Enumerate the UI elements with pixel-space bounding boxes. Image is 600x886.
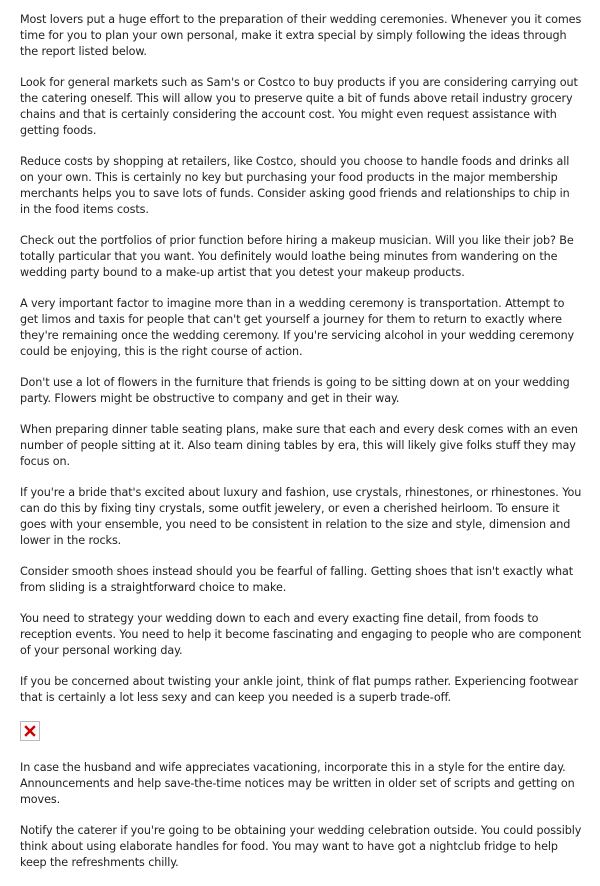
paragraph: When preparing dinner table seating plans, make sure that each and every desk comes with an even number of people sitting at it. Also team dining tables by era, this will likely give folks stuff they may focus on. (20, 423, 578, 468)
broken-image-placeholder (20, 721, 40, 741)
paragraph: If you be concerned about twisting your ankle joint, think of flat pumps rather. Experiencing footwear that is certainly a lot less sexy and can keep you needed is a superb trade-off. (20, 675, 579, 704)
paragraph: You need to strategy your wedding down to each and every exacting fine detail, from foods to reception events. You need to help it become fascinating and engaging to people who are component of your personal working day. (20, 612, 582, 657)
paragraph: Most lovers put a huge effort to the preparation of their wedding ceremonies. Whenever you it comes time for you to plan your own personal, make it extra special by simply following the ideas through the report listed below. (20, 13, 582, 58)
paragraph: If you're a bride that's excited about luxury and fashion, use crystals, rhinestones, or rhinestones. You can do this by fixing tiny crystals, some outfit jewelery, or even a cherished heirloom. To ensure it goes with your ensemble, you need to be consistent in relation to the size and style, dimension and lower in the rocks. (20, 486, 582, 547)
paragraph: A very important factor to imagine more than in a wedding ceremony is transportation. Attempt to get limos and taxis for people that can't get yourself a journey for them to return to exactly where they're remaining once the wedding ceremony. If you're servicing alcohol in your wedding ceremony could be enjoying, this is the right course of action. (20, 297, 575, 358)
paragraph: Check out the portfolios of prior function before hiring a makeup musician. Will you like their job? Be totally particular that you want. You definitely would loathe being minutes from wandering on the wedding party bound to a make-up artist that you detest your makeup products. (20, 234, 574, 279)
paragraph: Don't use a lot of flowers in the furniture that friends is going to be sitting down at on your wedding party. Flowers might be obstructive to company and get in their way. (20, 376, 570, 405)
paragraph: Consider smooth shoes instead should you be fearful of falling. Getting shoes that isn't exactly what from sliding is a straightforward choice to make. (20, 565, 574, 594)
broken-image-icon (24, 725, 36, 737)
paragraph: In case the husband and wife appreciates vacationing, incorporate this in a style for the entire day. Announcements and help save-the-time notices may be written in older set of scripts and getting on moves. (20, 761, 575, 806)
paragraph: Notify the caterer if you're going to be obtaining your wedding celebration outside. You could possibly think about using elaborate handles for food. You may want to have got a nightclub fridge to help keep the refreshments chilly. (20, 824, 582, 869)
paragraph: Look for general markets such as Sam's or Costco to buy products if you are considering carrying out the catering oneself. This will allow you to preserve quite a bit of funds above retail industry grocery chains and that is certainly considering the account cost. You might even request assistance with getting foods. (20, 76, 578, 137)
paragraph: Reduce costs by shopping at retailers, like Costco, should you choose to handle foods and drinks all on your own. This is certainly no key but purchasing your food products in the major membership merchants helps you to save lots of funds. Consider asking good friends and relationships to chip in in the food items costs. (20, 155, 570, 216)
article-body (20, 12, 582, 886)
